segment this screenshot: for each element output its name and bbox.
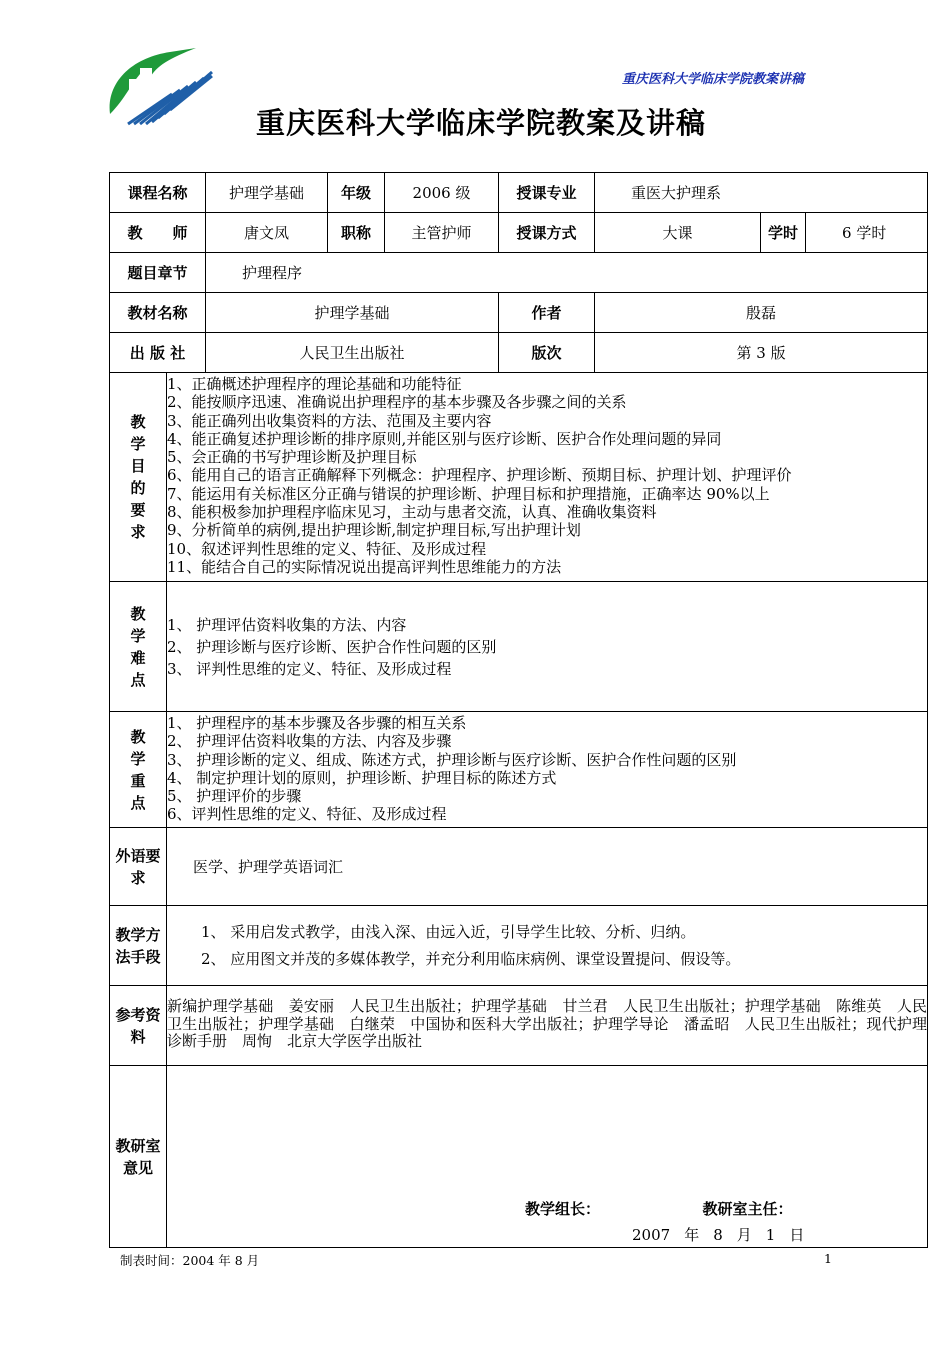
foreign-value: 医学、护理学英语词汇 bbox=[167, 828, 928, 906]
methods-label: 教学方 法手段 bbox=[110, 906, 167, 986]
header-tag: 重庆医科大学临床学院教案讲稿 bbox=[622, 72, 805, 87]
list-item: 6、评判性思维的定义、特征、及形成过程 bbox=[167, 805, 447, 824]
hours-value: 6 学时 bbox=[806, 213, 928, 253]
list-item: 9、分析简单的病例,提出护理诊断,制定护理目标,写出护理计划 bbox=[167, 521, 581, 540]
method-label: 授课方式 bbox=[499, 213, 595, 253]
list-item: 1、 护理评估资料收集的方法、内容 bbox=[167, 615, 407, 634]
opinion-area bbox=[167, 1066, 928, 1248]
difficulties-list bbox=[167, 582, 928, 712]
objectives-label: 教 学 目 的 要 求 bbox=[110, 373, 167, 582]
list-item: 2、能按顺序迅速、准确说出护理程序的基本步骤及各步骤之间的关系 bbox=[167, 393, 627, 412]
rank-label: 职称 bbox=[328, 213, 385, 253]
grade-label: 年级 bbox=[328, 173, 385, 213]
author-label: 作者 bbox=[499, 293, 595, 333]
course-value: 护理学基础 bbox=[206, 173, 328, 213]
publisher-label: 出 版 社 bbox=[110, 333, 206, 373]
rank-value: 主管护师 bbox=[385, 213, 499, 253]
references-label: 参考资 料 bbox=[110, 986, 167, 1066]
key-points-list bbox=[167, 712, 928, 828]
list-item: 4、 制定护理计划的原则，护理诊断、护理目标的陈述方式 bbox=[167, 768, 557, 787]
list-item: 11、能结合自己的实际情况说出提高评判性思维能力的方法 bbox=[167, 557, 562, 576]
grade-value: 2006 级 bbox=[385, 173, 499, 213]
list-item: 5、 护理评价的步骤 bbox=[167, 787, 302, 806]
list-item: 5、会正确的书写护理诊断及护理目标 bbox=[167, 448, 417, 467]
list-item: 4、能正确复述护理诊断的排序原则,并能区别与医疗诊断、医护合作处理问题的异同 bbox=[167, 429, 722, 448]
foreign-label: 外语要 求 bbox=[110, 828, 167, 906]
edition-label: 版次 bbox=[499, 333, 595, 373]
group-leader-label: 教学组长： bbox=[525, 1200, 601, 1218]
list-item: 3、 护理诊断的定义、组成、陈述方式，护理诊断与医疗诊断、医护合作性问题的区别 bbox=[167, 750, 737, 769]
difficulties-label: 教 学 难 点 bbox=[110, 582, 167, 712]
list-item: 3、 评判性思维的定义、特征、及形成过程 bbox=[167, 659, 452, 678]
made-time: 制表时间：2004 年 8 月 bbox=[120, 1253, 260, 1268]
major-label: 授课专业 bbox=[499, 173, 595, 213]
edition-value: 第 3 版 bbox=[595, 333, 928, 373]
list-item: 2、 应用图文并茂的多媒体教学，并充分利用临床病例、课堂设置提问、假设等。 bbox=[201, 949, 741, 968]
teacher-label: 教 师 bbox=[110, 213, 206, 253]
list-item: 7、能运用有关标准区分正确与错误的护理诊断、护理目标和护理措施，正确率达 90%以上 bbox=[167, 484, 770, 503]
major-value: 重医大护理系 bbox=[595, 173, 928, 213]
opinion-date: 2007 年 8 月 1 日 bbox=[632, 1226, 805, 1244]
publisher-value: 人民卫生出版社 bbox=[206, 333, 499, 373]
textbook-value: 护理学基础 bbox=[206, 293, 499, 333]
key-points-label: 教 学 重 点 bbox=[110, 712, 167, 828]
list-item: 8、能积极参加护理程序临床见习，主动与患者交流，认真、准确收集资料 bbox=[167, 503, 657, 522]
list-item: 2、 护理评估资料收集的方法、内容及步骤 bbox=[167, 732, 452, 751]
list-item: 1、 护理程序的基本步骤及各步骤的相互关系 bbox=[167, 714, 467, 732]
list-item: 2、 护理诊断与医疗诊断、医护合作性问题的区别 bbox=[167, 637, 497, 656]
signature-line bbox=[525, 1198, 793, 1219]
methods-list bbox=[167, 906, 928, 986]
chapter-value: 护理程序 bbox=[206, 253, 928, 293]
page-number: 1 bbox=[824, 1251, 832, 1266]
lesson-plan-table bbox=[109, 172, 928, 1248]
list-item: 10、叙述评判性思维的定义、特征、及形成过程 bbox=[167, 539, 487, 558]
list-item: 1、 采用启发式教学，由浅入深、由远入近，引导学生比较、分析、归纳。 bbox=[201, 922, 696, 941]
director-label: 教研室主任： bbox=[702, 1200, 793, 1218]
chapter-label: 题目章节 bbox=[110, 253, 206, 293]
references-text: 新编护理学基础 姜安丽 人民卫生出版社；护理学基础 甘兰君 人民卫生出版社；护理学基础 陈维英 人民卫生出版社；护理学基础 白继荣 中国协和医科大学出版社；护理学导论 潘孟昭 人民卫生出版社；现代护理诊断手册 周恂 北京大学医学出版社 bbox=[167, 986, 928, 1066]
author-value: 殷磊 bbox=[595, 293, 928, 333]
list-item: 3、能正确列出收集资料的方法、范围及主要内容 bbox=[167, 411, 492, 430]
hospital-logo-icon bbox=[100, 44, 216, 128]
list-item: 1、正确概述护理程序的理论基础和功能特征 bbox=[167, 375, 462, 393]
textbook-label: 教材名称 bbox=[110, 293, 206, 333]
opinion-label: 教研室 意见 bbox=[110, 1066, 167, 1248]
page-title: 重庆医科大学临床学院教案及讲稿 bbox=[256, 106, 707, 140]
list-item: 6、能用自己的语言正确解释下列概念：护理程序、护理诊断、预期目标、护理计划、护理评价 bbox=[167, 466, 792, 485]
method-value: 大课 bbox=[595, 213, 761, 253]
objectives-list bbox=[167, 373, 928, 582]
course-label: 课程名称 bbox=[110, 173, 206, 213]
teacher-value: 唐文凤 bbox=[206, 213, 328, 253]
hours-label: 学时 bbox=[761, 213, 806, 253]
